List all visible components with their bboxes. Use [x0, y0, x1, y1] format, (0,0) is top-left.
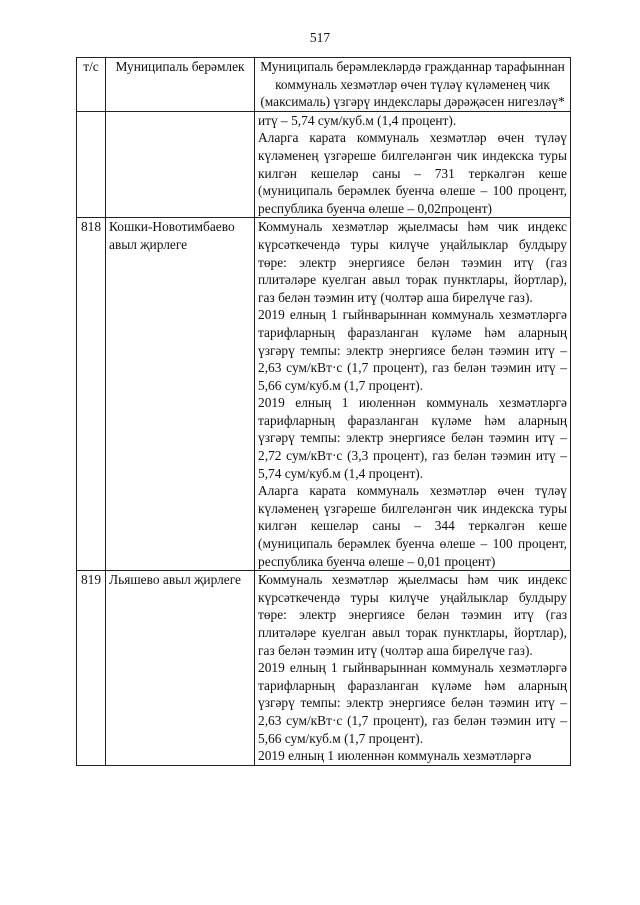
table-row	[77, 218, 571, 571]
description-paragraph: 2019 елның 1 гыйнварыннан коммуналь хезмәтләргә тарифларның фаразланган күләме һәм аларның үзгәрү темпы: электр энергиясе белән тәэмин итү – 2,63 сум/кВт·с (1,7 процент), газ белән тәэмин итү – 5,66 сум/куб.м (1,7 процент).	[258, 307, 567, 393]
table-header-row	[77, 58, 571, 112]
row-number: 818	[77, 218, 106, 571]
description-paragraph: итү – 5,74 сум/куб.м (1,4 процент).	[258, 112, 457, 128]
table-row	[77, 111, 571, 218]
description-paragraph: 2019 елның 1 гыйнварыннан коммуналь хезмәтләргә тарифларның фаразланган күләме һәм аларның үзгәрү темпы: электр энергиясе белән тәэмин итү – 2,63 сум/кВт·с (1,7 процент), газ белән тәэмин итү – 5,66 сум/куб.м (1,7 процент).	[258, 660, 567, 746]
description-paragraph: Коммуналь хезмәтләр җыелмасы һәм чик индекс күрсәткечендә туры килүче уңайлыклар булдыру төре: электр энергиясе белән тәэмин итү (газ плитәләре куелган авыл торак пунктлары, йортлар), газ белән тәэмин итү (чолтәр аша бирелүче газ).	[258, 219, 567, 305]
description-paragraph: Коммуналь хезмәтләр җыелмасы һәм чик индекс күрсәткечендә туры килүче уңайлыклар булдыру төре: электр энергиясе белән тәэмин итү (газ плитәләре куелган авыл торак пунктлары, йортлар), газ белән тәэмин итү (чолтәр аша бирелүче газ).	[258, 572, 567, 658]
header-number: т/с	[77, 58, 106, 112]
row-number	[77, 111, 106, 218]
row-municipality: Кошки-Новотимбаево авыл җирлеге	[106, 218, 255, 571]
table-row	[77, 571, 571, 766]
row-description	[255, 571, 571, 766]
row-description	[255, 218, 571, 571]
header-description: Муниципаль берәмлекләрдә гражданнар тарафыннан коммуналь хезмәтләр өчен түләү күләменең чик (максималь) үзгәрү индекслары дәрәҗәсен нигезләү*	[255, 58, 571, 112]
page-number: 517	[309, 30, 331, 45]
tariff-index-table	[76, 57, 571, 766]
description-paragraph: Аларга карата коммуналь хезмәтләр өчен түләү күләменең үзгәреше билгеләнгән чик индекска туры килгән кешеләр саны – 731 теркәлгән кеше (муниципаль берәмлек буенча өлеше – 100 процент, республика буенча өлеше – 0,02процент)	[258, 130, 567, 216]
row-number: 819	[77, 571, 106, 766]
row-municipality	[106, 111, 255, 218]
description-paragraph: Аларга карата коммуналь хезмәтләр өчен түләү күләменең үзгәреше билгеләнгән чик индекска туры килгән кешеләр саны – 344 теркәлгән кеше (муниципаль берәмлек буенча өлеше – 100 процент, республика буенча өлеше – 0,01 процент)	[258, 483, 567, 569]
row-description	[255, 111, 571, 218]
description-paragraph: 2019 елның 1 июленнән коммуналь хезмәтләргә тарифларның фаразланган күләме һәм аларның үзгәрү темпы: электр энергиясе белән тәэмин итү – 2,72 сум/кВт·с (3,3 процент), газ белән тәэмин итү – 5,74 сум/куб.м (1,4 процент).	[258, 395, 567, 481]
row-municipality: Льяшево авыл җирлеге	[106, 571, 255, 766]
header-municipality: Муниципаль берәмлек	[106, 58, 255, 112]
description-paragraph: 2019 елның 1 июленнән коммуналь хезмәтләргә	[258, 748, 532, 764]
